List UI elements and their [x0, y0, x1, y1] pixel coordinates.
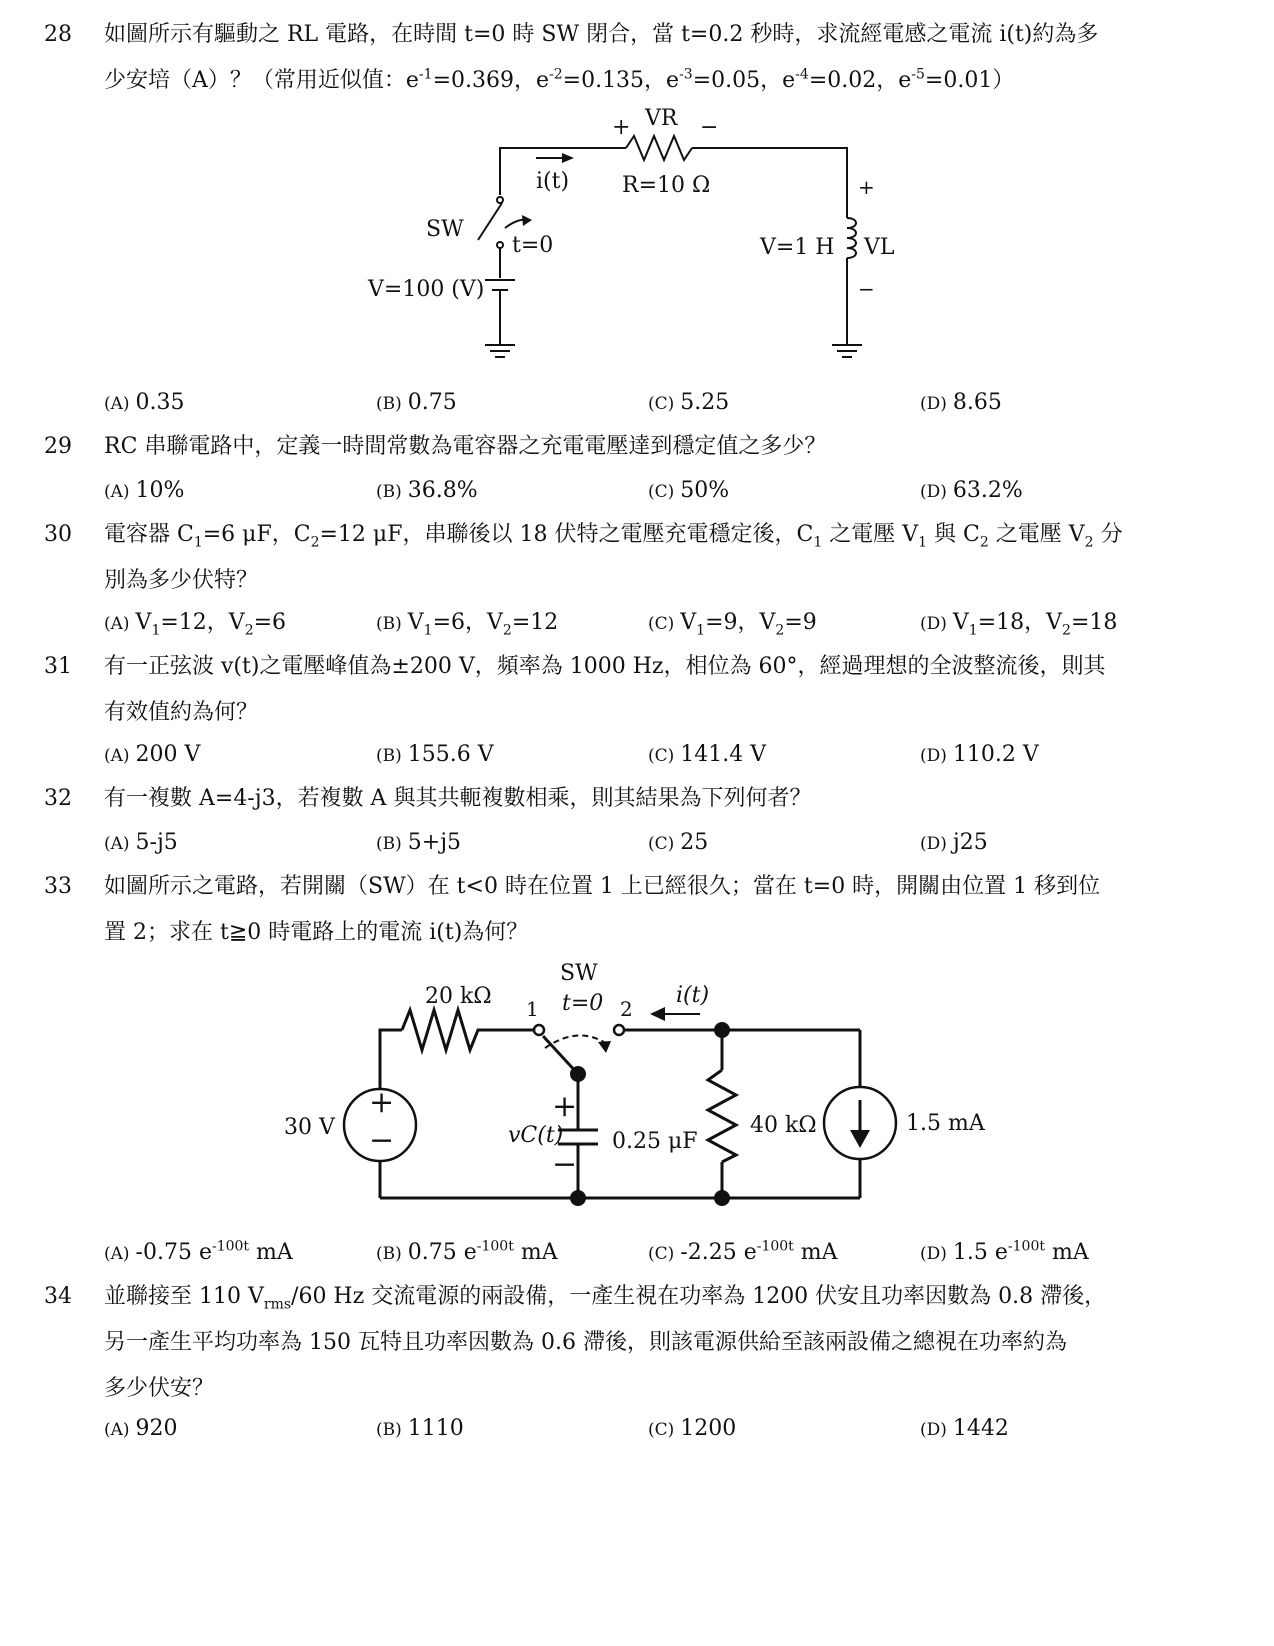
option-c[interactable]: (C) 25 — [648, 830, 709, 855]
option-a[interactable]: (A) 5-j5 — [104, 830, 178, 855]
question-number: 34 — [44, 1284, 72, 1309]
option-c[interactable]: (C) 5.25 — [648, 390, 730, 415]
options-34 — [104, 1406, 1234, 1452]
option-d[interactable]: (D) 1.5 $e^{-100t}$ mA — [920, 1238, 1089, 1265]
resistor-label: R=10 Ω — [622, 173, 711, 198]
question-33 — [44, 864, 1234, 956]
option-d[interactable]: (D) 1442 — [920, 1416, 1009, 1441]
question-30 — [44, 512, 1234, 604]
option-d[interactable]: (D) $V_1=18$，$V_2=18$ — [920, 610, 1118, 639]
question-number: 29 — [44, 434, 72, 459]
vr-label: VR — [645, 106, 678, 131]
options-32 — [104, 820, 1234, 866]
option-d[interactable]: (D) 110.2 V — [920, 742, 1039, 767]
option-b[interactable]: (B) 36.8% — [376, 478, 478, 503]
options-29 — [104, 468, 1234, 514]
question-32 — [44, 776, 1234, 822]
option-a[interactable]: (A) 10% — [104, 478, 185, 503]
question-text: 電容器 $C_1=6$ μF，$C_2=12$ μF，串聯後以 18 伏特之電壓充電穩定後，$C_1$ 之電壓 $V_1$ 與 $C_2$ 之電壓 $V_2$ 分 別為多少伏特？ — [104, 522, 1123, 593]
current-source-label: 1.5 mA — [906, 1111, 985, 1136]
capacitor-voltage-label: vC(t) — [508, 1123, 564, 1148]
options-28 — [104, 380, 1234, 426]
question-number: 28 — [44, 22, 72, 47]
question-number: 33 — [44, 874, 72, 899]
switch-label: SW — [426, 217, 464, 242]
source-voltage-label: V=100 (V) — [368, 277, 485, 302]
source-minus-sign: − — [369, 1123, 395, 1158]
question-text: RC 串聯電路中，定義一時間常數為電容器之充電電壓達到穩定值之多少？ — [104, 434, 827, 459]
switch-position-2: 2 — [620, 997, 633, 1021]
source-voltage-label: 30 V — [284, 1115, 335, 1140]
vl-plus-label: + — [858, 175, 875, 199]
switch-label: SW — [560, 961, 598, 986]
vl-minus-label: − — [858, 277, 875, 301]
resistor-40k-label: 40 kΩ — [750, 1113, 817, 1138]
question-text: 如圖所示之電路，若開關（SW）在 t<0 時在位置 1 上已經很久；當在 t=0 時，開關由位置 1 移到位 置 2；求在 t≧0 時電路上的電流 i(t)為何？ — [104, 874, 1101, 945]
current-label: i(t) — [536, 169, 570, 194]
switch-time-label: t=0 — [512, 233, 554, 258]
option-a[interactable]: (A) -0.75 $e^{-100t}$ mA — [104, 1238, 293, 1265]
question-text: 並聯接至 110 $V_{rms}/60$ Hz 交流電源的兩設備，一產生視在功率為 1200 伏安且功率因數為 0.8 滯後， 另一產生平均功率為 150 瓦特且功率因數為 0.6 滯後，則該電源供給至該兩設備之總視在功率約為 多少伏安？ — [104, 1284, 1107, 1401]
question-31 — [44, 644, 1234, 736]
option-b[interactable]: (B) 0.75 $e^{-100t}$ mA — [376, 1238, 558, 1265]
question-number: 32 — [44, 786, 72, 811]
question-28 — [44, 12, 1234, 104]
source-plus-sign: + — [369, 1085, 395, 1120]
vl-label: VL — [864, 235, 895, 260]
option-c[interactable]: (C) -2.25 $e^{-100t}$ mA — [648, 1238, 838, 1265]
option-a[interactable]: (A) 200 V — [104, 742, 201, 767]
option-a[interactable]: (A) $V_1=12$，$V_2=6$ — [104, 610, 287, 639]
capacitor-minus-sign: − — [552, 1147, 578, 1182]
question-34 — [44, 1274, 1234, 1412]
question-number: 31 — [44, 654, 72, 679]
option-c[interactable]: (C) 50% — [648, 478, 730, 503]
question-number: 30 — [44, 522, 72, 547]
switch-time-label: t=0 — [562, 991, 604, 1016]
option-d[interactable]: (D) j25 — [920, 830, 988, 855]
option-b[interactable]: (B) 0.75 — [376, 390, 457, 415]
switch-position-1: 1 — [526, 997, 539, 1021]
option-d[interactable]: (D) 8.65 — [920, 390, 1002, 415]
option-b[interactable]: (B) 5+j5 — [376, 830, 462, 855]
option-a[interactable]: (A) 0.35 — [104, 390, 185, 415]
rl-circuit-diagram — [350, 100, 930, 375]
option-b[interactable]: (B) 155.6 V — [376, 742, 494, 767]
rc-switch-circuit-diagram — [280, 950, 1000, 1220]
resistor-20k-label: 20 kΩ — [425, 984, 492, 1009]
capacitor-label: 0.25 μF — [612, 1129, 698, 1154]
vr-plus-label: + — [612, 115, 631, 140]
option-a[interactable]: (A) 920 — [104, 1416, 178, 1441]
current-label: i(t) — [676, 983, 710, 1008]
question-text: 如圖所示有驅動之 RL 電路，在時間 t=0 時 SW 閉合，當 t=0.2 秒時，求流經電感之電流 i(t)約為多 少安培（A）？（常用近似值：$e^{-1}=0.369$，$e^{-2}=0.135$，$e^{-3}=0.05$，$e^{-4}=0.02$，$e^{-5}=0.01$） — [104, 22, 1099, 93]
option-c[interactable]: (C) 1200 — [648, 1416, 737, 1441]
option-b[interactable]: (B) 1110 — [376, 1416, 464, 1441]
inductor-label: V=1 H — [760, 235, 835, 260]
capacitor-plus-sign: + — [552, 1089, 578, 1124]
question-29 — [44, 424, 1234, 470]
question-text: 有一複數 A=4-j3，若複數 A 與其共軛複數相乘，則其結果為下列何者？ — [104, 786, 812, 811]
option-c[interactable]: (C) 141.4 V — [648, 742, 767, 767]
options-33 — [104, 1230, 1234, 1276]
vr-minus-label: − — [700, 115, 719, 140]
option-b[interactable]: (B) $V_1=6$，$V_2=12$ — [376, 610, 559, 639]
option-c[interactable]: (C) $V_1=9$，$V_2=9$ — [648, 610, 817, 639]
option-d[interactable]: (D) 63.2% — [920, 478, 1023, 503]
options-31 — [104, 732, 1234, 778]
options-30 — [104, 600, 1234, 646]
question-text: 有一正弦波 v(t)之電壓峰值為±200 V，頻率為 1000 Hz，相位為 60°，經過理想的全波整流後，則其 有效值約為何？ — [104, 654, 1106, 725]
